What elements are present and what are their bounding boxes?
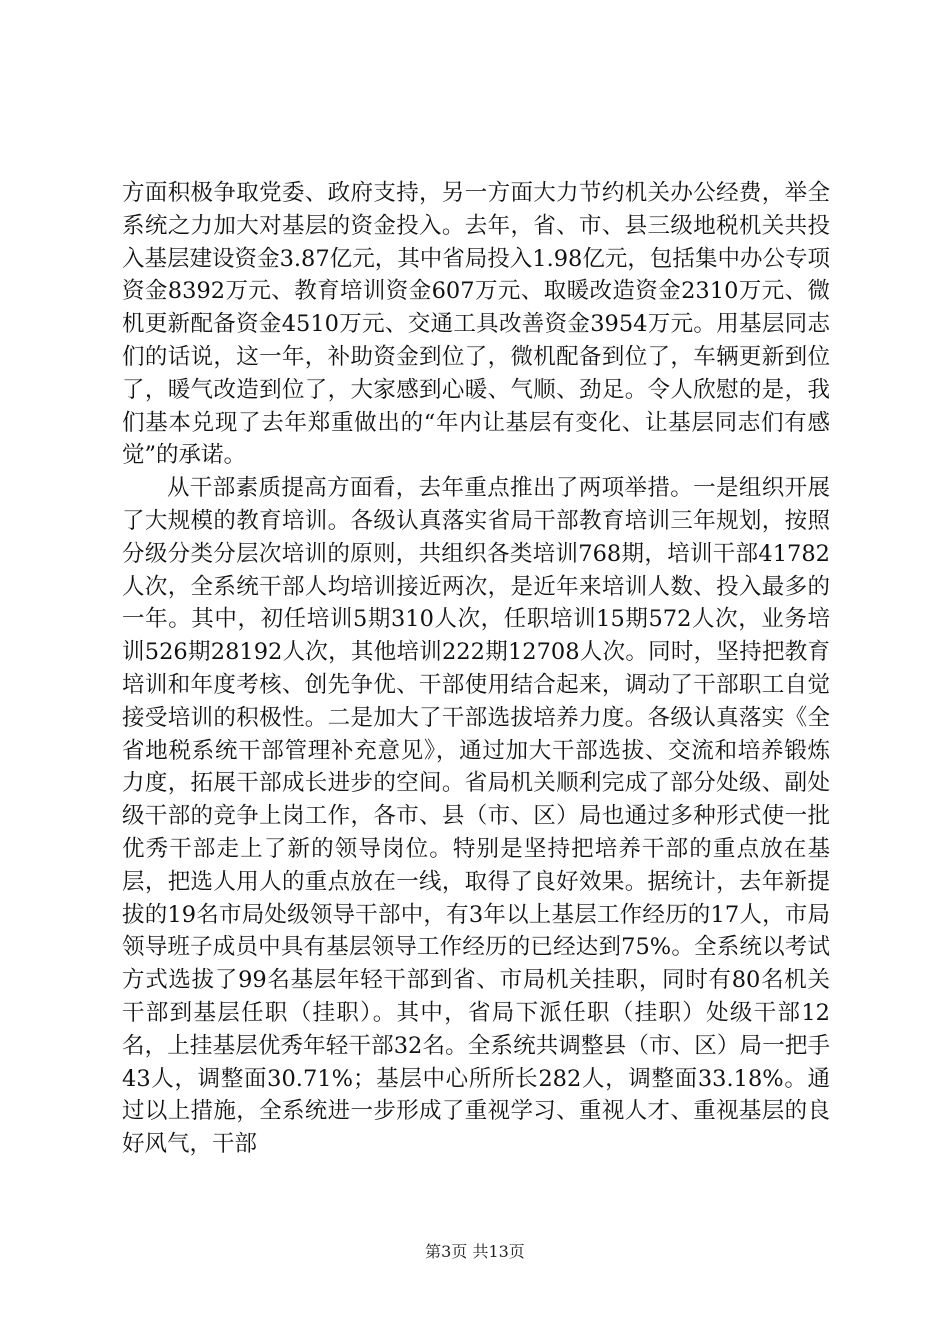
document-body [122,177,830,1161]
page-number-footer: 第3页 共13页 [425,1242,525,1261]
paragraph-continuation: 方面积极争取党委、政府支持，另一方面大力节约机关办公经费，举全系统之力加大对基层的资金投入。去年，省、市、县三级地税机关共投入基层建设资金3.87亿元，其中省局投入1.98亿元，包括集中办公专项资金8392万元、教育培训资金607万元、取暖改造资金2310万元、微机更新配备资金4510万元、交通工具改善资金3954万元。用基层同志们的话说，这一年，补助资金到位了，微机配备到位了，车辆更新到位了，暖气改造到位了，大家感到心暖、气顺、劲足。令人欣慰的是，我们基本兑现了去年郑重做出的“年内让基层有变化、让基层同志们有感觉”的承诺。 [122,180,830,469]
paragraph-cadre-quality: 从干部素质提高方面看，去年重点推出了两项举措。一是组织开展了大规模的教育培训。各级认真落实省局干部教育培训三年规划，按照分级分类分层次培训的原则，共组织各类培训768期，培训干部41782人次，全系统干部人均培训接近两次，是近年来培训人数、投入最多的一年。其中，初任培训5期310人次，任职培训15期572人次，业务培训526期28192人次，其他培训222期12708人次。同时，坚持把教育培训和年度考核、创先争优、干部使用结合起来，调动了干部职工自觉接受培训的积极性。二是加大了干部选拔培养力度。各级认真落实《全省地税系统干部管理补充意见》，通过加大干部选拔、交流和培养锻炼力度，拓展干部成长进步的空间。省局机关顺利完成了部分处级、副处级干部的竞争上岗工作，各市、县（市、区）局也通过多种形式使一批优秀干部走上了新的领导岗位。特别是坚持把培养干部的重点放在基层，把选人用人的重点放在一线，取得了良好效果。据统计，去年新提拔的19名市局处级领导干部中，有3年以上基层工作经历的17人，市局领导班子成员中具有基层领导工作经历的已经达到75%。全系统以考试方式选拔了99名基层年轻干部到省、市局机关挂职，同时有80名机关干部到基层任职（挂职）。其中，省局下派任职（挂职）处级干部12名，上挂基层优秀年轻干部32名。全系统共调整县（市、区）局一把手43人，调整面30.71%；基层中心所所长282人，调整面33.18%。通过以上措施，全系统进一步形成了重视学习、重视人才、重视基层的良好风气，干部 [122,475,830,1158]
